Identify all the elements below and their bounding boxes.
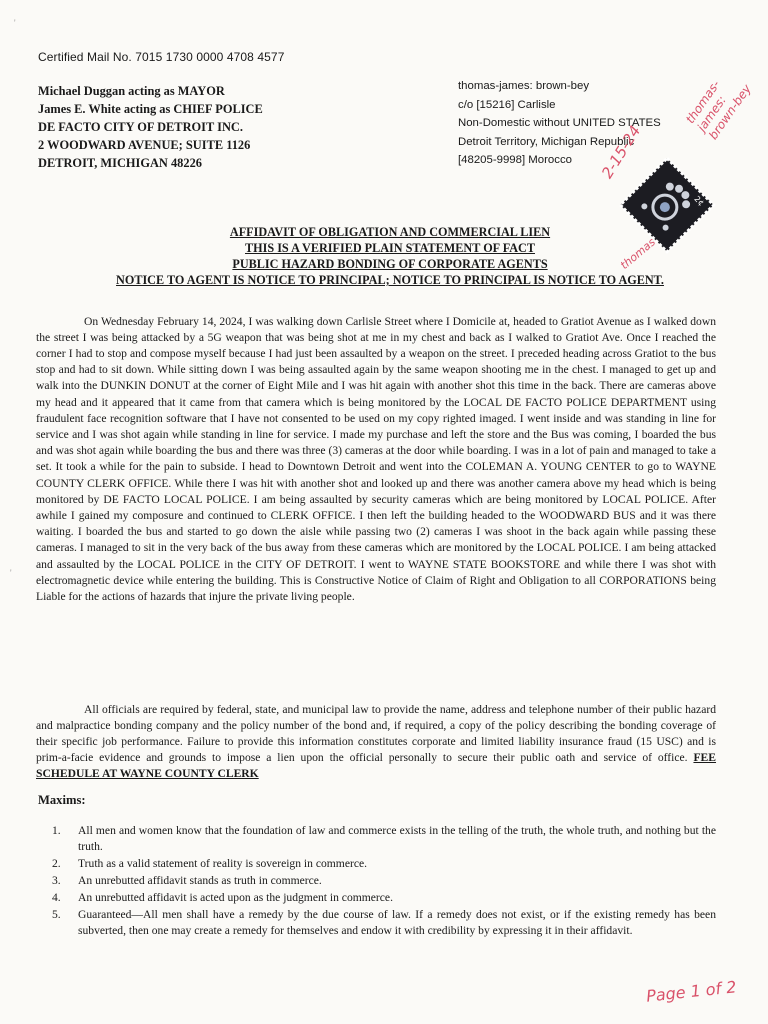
sender-line: DETROIT, MICHIGAN 48226 <box>38 156 202 170</box>
recipient-line: thomas-james: brown-bey <box>458 80 590 92</box>
list-text: An unrebutted affidavit stands as truth in commerce. <box>78 874 322 887</box>
sender-address-block <box>38 82 263 172</box>
list-number: 3. <box>52 874 61 887</box>
sender-line: Michael Duggan acting as MAYOR <box>38 84 225 98</box>
list-text: All men and women know that the foundation of law and commerce exists in the telling of the truth, the whole truth, and nothing but the truth. <box>78 824 716 853</box>
fee-schedule-note: FEE SCHEDULE AT WAYNE COUNTY CLERK <box>36 751 717 781</box>
list-item <box>52 823 716 855</box>
handwritten-date: 2-15-24 <box>598 122 645 182</box>
list-text: Guaranteed—All men shall have a remedy by the due course of law. If a remedy does not exist, or if the existing remedy has been subverted, then one may create a remedy for themselves and endow it with credibility by expressing it in their affidavit. <box>78 908 716 937</box>
list-number: 1. <box>52 824 61 837</box>
list-number: 2. <box>52 857 61 870</box>
bonding-paragraph <box>36 702 716 783</box>
list-text: An unrebutted affidavit is acted upon as the judgment in commerce. <box>78 891 393 904</box>
maxims-heading: Maxims: <box>38 793 86 807</box>
list-item <box>52 907 716 939</box>
title-line: THIS IS A VERIFIED PLAIN STATEMENT OF FACT <box>245 241 535 255</box>
list-text: Truth as a valid statement of reality is sovereign in commerce. <box>78 857 368 870</box>
stamp-denomination: 2¢ <box>692 194 706 208</box>
bonding-text: All officials are required by federal, state, and municipal law to provide the name, address and telephone number of their public hazard and malpractice bonding company and the policy number of the bond and, if required, a copy of the policy describing the bonding coverage of their specific job performance. Failure to provide this information constitutes corporate and limited liability insurance fraud (15 USC) and is prim-a-facie evidence and grounds to impose a lien upon the official personally to secure their public oath and service of office. <box>36 702 716 765</box>
list-item <box>52 890 716 906</box>
title-line: NOTICE TO AGENT IS NOTICE TO PRINCIPAL; NOTICE TO PRINCIPAL IS NOTICE TO AGENT. <box>116 273 664 287</box>
title-line: PUBLIC HAZARD BONDING OF CORPORATE AGENTS <box>232 257 548 271</box>
recipient-line: Non-Domestic without UNITED STATES <box>458 117 661 129</box>
list-item <box>52 873 716 889</box>
title-line: AFFIDAVIT OF OBLIGATION AND COMMERCIAL LIEN <box>229 225 551 239</box>
handwritten-signature: thomas <box>618 235 658 272</box>
certified-mail-number: Certified Mail No. 7015 1730 0000 4708 4577 <box>38 50 285 64</box>
sender-line: 2 WOODWARD AVENUE; SUITE 1126 <box>38 138 251 152</box>
handwritten-name: thomas-james: brown-bey <box>683 77 754 143</box>
sender-line: James E. White acting as CHIEF POLICE <box>38 102 263 116</box>
scan-mark: ' <box>10 568 12 578</box>
recipient-line: c/o [15216] Carlisle <box>458 98 556 111</box>
list-number: 4. <box>52 891 61 904</box>
recipient-line: Detroit Territory, Michigan Republic <box>458 135 635 148</box>
scan-mark: ' <box>14 18 16 28</box>
statement-paragraph: On Wednesday February 14, 2024, I was walking down Carlisle Street where I Domicile at, headed to Gratiot Avenue as I walked down the street I was being attacked by a 5G weapon that was being shot at me in my chest and back as I walked to Gratiot Ave. Once I reached the corner I had to stop and compose myself because I had just been assaulted by a weapon on the street. I preceded heading across Gratiot to the bus stop and had to sit down. While sitting down I was being assaulted again by the same weapon shooting me in the chest. I managed to get up and walk into the DUNKIN DONUT at the corner of Eight Mile and I was hit again with another shot this time in the back. There are cameras above my head and it appeared that it came from that camera which is being monitored by the LOCAL DE FACTO POLICE DEPARTMENT using fraudulent face recognition software that I have not consented to be used on my copy righted imaged. I went inside and was standing in line for service and I was shot again while standing in line for service. I made my purchase and left the store and the Bus was coming, I boarded the bus and was shot again while boarding the bus and there was three (3) cameras at the door while boarding. I was in a lot of pain and managed to take a set. It took a while for the pain to subside. I head to Downtown Detroit and went into the COLEMAN A. YOUNG CENTER to go to WAYNE COUNTY CLERK OFFICE. While there I was hit with another shot and looked up and there was another camera above my head which is being monitored by DE FACTO LOCAL POLICE. I am being assaulted by security cameras which are being monitored by LOCAL POLICE. After awhile I gained my composure and continued to CLERK OFFICE. I then left the building headed to the WOODWARD BUS and it was there waiting. I boarded the bus and started to go down the aisle while passing two (2) cameras I was shoot in the back again while passing these cameras. I managed to sit in the very back of the bus away from these cameras which are monitored by the LOCAL POLICE. I am being attacked and assaulted by the LOCAL POLICE in the CITY OF DETROIT. I went to WAYNE STATE BOOKSTORE and while there I was shot with electromagnetic device while entering the building. This is Constructive Notice of Claim of Right and Obligation to all CORPORATIONS being Liable for the actions of hazards that injure the private living people. <box>36 314 716 604</box>
recipient-line: [48205-9998] Morocco <box>458 154 572 166</box>
affidavit-title-block <box>60 224 720 288</box>
maxims-list <box>52 823 716 940</box>
sender-line: DE FACTO CITY OF DETROIT INC. <box>38 120 243 134</box>
list-item <box>52 856 716 872</box>
list-number: 5. <box>52 908 61 921</box>
handwritten-page-number: Page 1 of 2 <box>645 977 738 1006</box>
